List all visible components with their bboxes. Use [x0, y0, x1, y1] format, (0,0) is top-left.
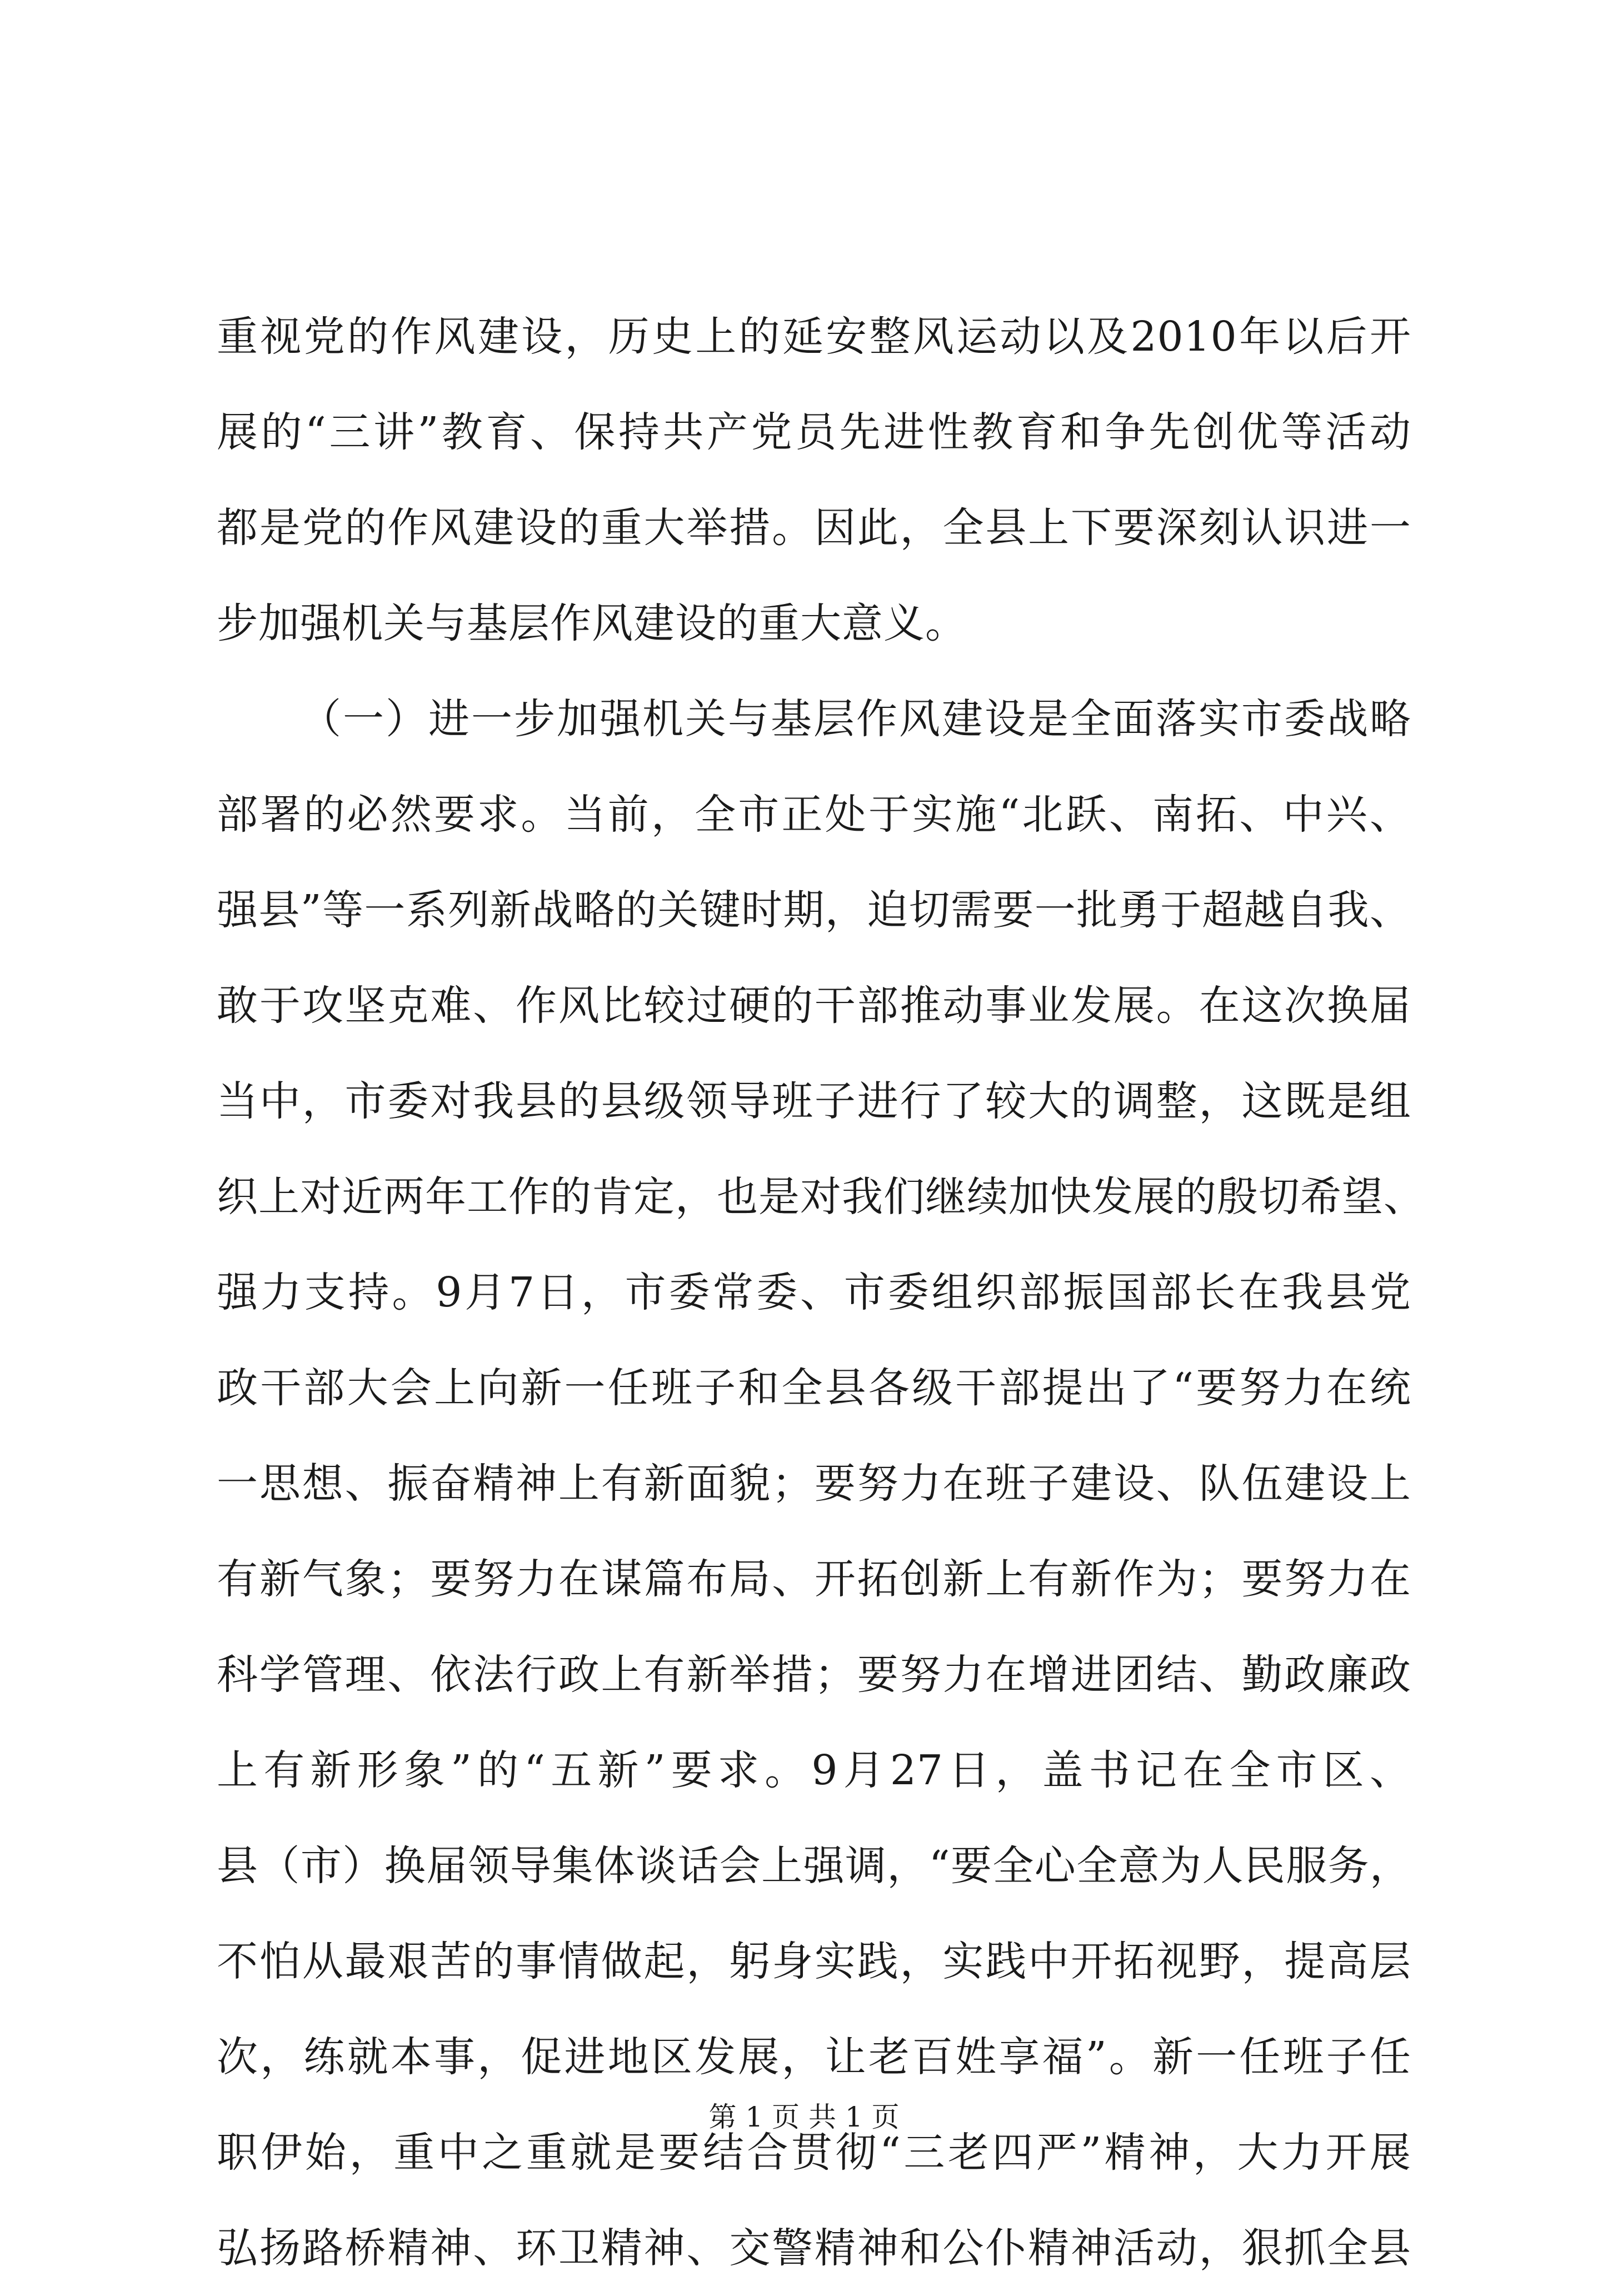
text-line: 弘扬路桥精神、环卫精神、交警精神和公仆精神活动，狠抓全县: [217, 2224, 1411, 2272]
text-line: 强县”等一系列新战略的关键时期，迫切需要一批勇于超越自我、: [217, 886, 1411, 934]
text-line: 有新气象；要努力在谋篇布局、开拓创新上有新作为；要努力在: [217, 1555, 1411, 1603]
text-line: （一）进一步加强机关与基层作风建设是全面落实市委战略: [300, 695, 1411, 743]
text-line: 强力支持。9月7日，市委常委、市委组织部振国部长在我县党: [217, 1269, 1411, 1316]
page-footer: [0, 2100, 1608, 2134]
text-line: 展的“三讲”教育、保持共产党员先进性教育和争先创优等活动: [217, 408, 1411, 456]
text-line: 重视党的作风建设，历史上的延安整风运动以及2010年以后开: [217, 313, 1411, 361]
document-body: [217, 289, 1425, 2296]
text-line: 部署的必然要求。当前，全市正处于实施“北跃、南拓、中兴、: [217, 791, 1411, 838]
text-line: 科学管理、依法行政上有新举措；要努力在增进团结、勤政廉政: [217, 1651, 1411, 1699]
page-number-label: 第 1 页 共 1 页: [708, 2101, 900, 2133]
text-line: 县（市）换届领导集体谈话会上强调，“要全心全意为人民服务，: [217, 1842, 1411, 1890]
text-line: 织上对近两年工作的肯定，也是对我们继续加快发展的殷切希望、: [217, 1173, 1425, 1221]
text-line: 当中，市委对我县的县级领导班子进行了较大的调整，这既是组: [217, 1077, 1411, 1125]
text-line: 上有新形象”的“五新”要求。9月27日，盖书记在全市区、: [217, 1746, 1411, 1794]
text-line: 不怕从最艰苦的事情做起，躬身实践，实践中开拓视野，提高层: [217, 1938, 1411, 1985]
text-line: 一思想、振奋精神上有新面貌；要努力在班子建设、队伍建设上: [217, 1460, 1411, 1508]
text-line: 次，练就本事，促进地区发展，让老百姓享福”。新一任班子任: [217, 2033, 1411, 2081]
text-line: 敢于攻坚克难、作风比较过硬的干部推动事业发展。在这次换届: [217, 982, 1411, 1030]
text-line: 都是党的作风建设的重大举措。因此，全县上下要深刻认识进一: [217, 504, 1411, 552]
text-line: 职伊始，重中之重就是要结合贯彻“三老四严”精神，大力开展: [217, 2129, 1411, 2177]
text-line: 步加强机关与基层作风建设的重大意义。: [217, 600, 967, 647]
text-line: 政干部大会上向新一任班子和全县各级干部提出了“要努力在统: [217, 1364, 1411, 1412]
